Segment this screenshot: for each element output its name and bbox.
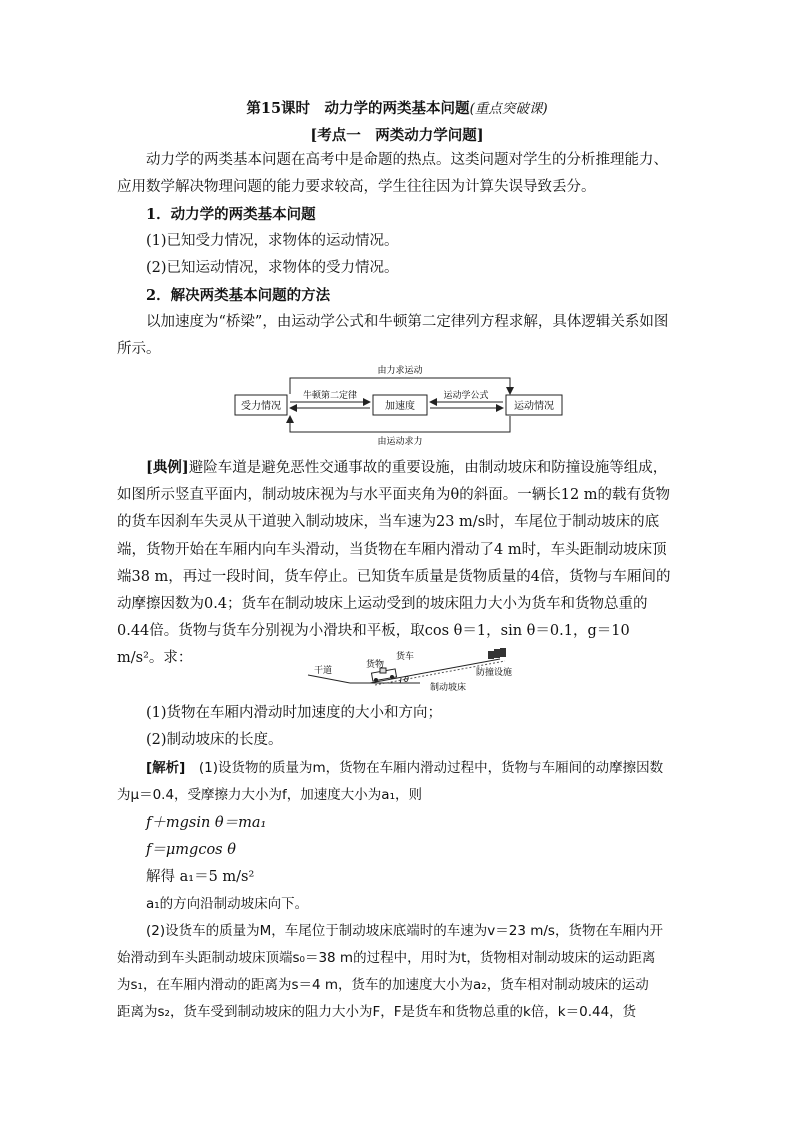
point1-heading: 1．动力学的两类基本问题 [146,206,316,223]
equation-3: 解得 a₁＝5 m/s² [146,869,255,885]
ramp-scene-diagram [300,645,540,695]
analysis-2-line-4: 距离为s₂，货车受到制动坡床的阻力大小为F，F是货车和货物总重的k倍，k＝0.44，货 [117,1004,637,1020]
logic-flow-svg [230,362,570,452]
motion-box-label: 运动情况 [514,401,554,412]
point2-paragraph: 以加速度为“桥梁”，由运动学公式和牛顿第二定律列方程求解，具体逻辑关系如图所示。 [117,314,669,357]
point1-item2: (2)已知运动情况，求物体的受力情况。 [146,260,399,276]
analysis-2-line-1: (2)设货车的质量为M，车尾位于制动坡床底端时的车速为v＝23 m/s，货物在车厢内开 [146,923,663,939]
barrier-label: 防撞设施 [476,668,513,678]
top-loop-label: 由力求运动 [377,366,423,376]
barrier-block-2 [494,649,500,658]
example-label: [典例] [146,459,189,476]
analysis-2-line-3: 为s₁，在车厢内滑动的距离为s＝4 m，货车的加速度大小为a₂，货车相对制动坡床的运动 [117,977,649,993]
lesson-title-text: 第15课时 动力学的两类基本问题 [246,100,470,117]
point2-heading: 2．解决两类基本问题的方法 [146,287,331,304]
bottom-loop-arrow [290,416,510,432]
question-1: (1)货物在车厢内滑动时加速度的大小和方向； [146,705,443,721]
acceleration-box-label: 加速度 [385,401,415,412]
cargo-label: 货物 [366,660,385,670]
analysis-label: [解析] [146,760,186,776]
example-paragraph [117,454,677,673]
truck-wheel-front [390,675,394,679]
main-road-line [308,675,350,683]
truck-wheel-rear [374,678,378,682]
ramp-label: 制动坡床 [430,683,467,693]
analysis-1-line-1 [146,755,663,782]
analysis-1-line-1-text: (1)设货物的质量为m，货物在车厢内滑动过程中，货物与车厢间的动摩擦因数 [198,760,664,776]
truck-label: 货车 [396,652,415,662]
road-label: 干道 [314,666,333,676]
equation-1: f＋mgsin θ＝ma₁ [146,815,267,831]
section-heading: [考点一 两类动力学问题] [310,127,484,144]
ramp-scene-svg [300,645,540,695]
force-box-label: 受力情况 [241,401,281,412]
equation-2: f＝μmgcos θ [146,842,236,858]
question-2: (2)制动坡床的长度。 [146,732,283,748]
angle-label: θ [404,675,409,684]
intro-paragraph: 动力学的两类基本问题在高考中是命题的热点。这类问题对学生的分析推理能力、应用数学解决物理问题的能力要求较高，学生往往因为计算失误导致丢分。 [117,152,668,195]
barrier-block-3 [500,648,506,657]
example-text: 避险车道是避免恶性交通事故的重要设施，由制动坡床和防撞设施等组成，如图所示竖直平面内，制动坡床视为与水平面夹角为θ的斜面。一辆长12 m的载有货物的货车因刹车失灵从干道驶入制动坡床，当车速为23 m/s时，车尾位于制动坡床的底端，货物开始在车厢内向车头滑动，当货物在车厢内滑动了4 m时，车头距制动坡床顶端38 m，再过一段时间，货车停止。已知货车质量是货物质量的4倍，货物与车厢间的动摩擦因数为0.4；货车在制动坡床上运动受到的坡床阻力大小为货车和货物总重的0.44倍。货物与货车分别视为小滑块和平板，取cos θ＝1，sin θ＝0.1，g＝10 m/s²。求： [117,460,671,667]
bottom-loop-label: 由运动求力 [377,437,423,447]
logic-flow-diagram [230,362,570,452]
newton-arrow-label: 牛顿第二定律 [302,391,358,401]
analysis-2-line-2: 始滑动到车头距制动坡床顶端s₀＝38 m的过程中，用时为t，货物相对制动坡床的运动距离 [117,950,656,966]
point1-item1: (1)已知受力情况，求物体的运动情况。 [146,233,399,249]
kinematics-arrow-label: 运动学公式 [443,391,489,401]
lesson-title-tag: (重点突破课) [469,101,548,117]
barrier-block-1 [488,651,494,659]
lesson-title [0,97,794,118]
analysis-1-line-2: 为μ＝0.4，受摩擦力大小为f，加速度大小为a₁，则 [117,787,422,803]
equation-4: a₁的方向沿制动坡床向下。 [146,896,309,912]
